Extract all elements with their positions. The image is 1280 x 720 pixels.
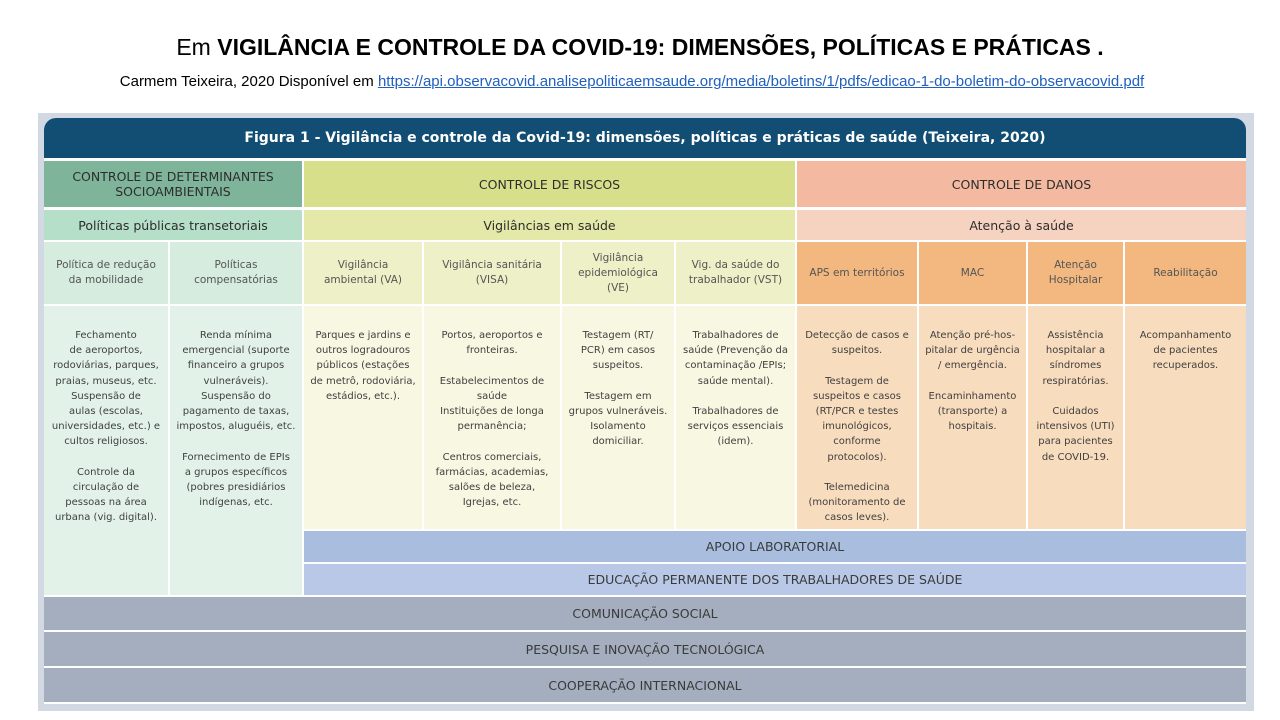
band-educacao-permanente: EDUCAÇÃO PERMANENTE DOS TRABALHADORES DE SAÚDE — [304, 564, 1246, 595]
section-determinantes: CONTROLE DE DETERMINANTES SOCIOAMBIENTAIS — [44, 161, 302, 207]
column-title: APS em territórios — [797, 242, 917, 304]
column-body: Assistência hospitalar a síndromes respiratórias. Cuidados intensivos (UTI) para pacientes de COVID-19. — [1028, 306, 1123, 529]
column-body: Testagem (RT/ PCR) em casos suspeitos. Testagem em grupos vulneráveis. Isolamento domiciliar. — [562, 306, 674, 529]
column-title: Vig. da saúde do trabalhador (VST) — [676, 242, 795, 304]
slide-title-prefix: Em — [176, 34, 218, 60]
citation — [80, 72, 1184, 92]
column-title: Política de redução da mobilidade — [44, 242, 168, 304]
column-title: Atenção Hospitalar — [1028, 242, 1123, 304]
subsection-politicas: Políticas públicas transetoriais — [44, 210, 302, 240]
column-title: Vigilância ambiental (VA) — [304, 242, 422, 304]
column-body: Fechamento de aeroportos, rodoviárias, parques, praias, museus, etc. Suspensão de aulas (escolas, universidades, etc.) e cultos religiosos. Controle da circulação de pessoas na área urbana (vig. digital). — [44, 306, 168, 595]
slide-title-bold: VIGILÂNCIA E CONTROLE DA COVID-19: DIMENSÕES, POLÍTICAS E PRÁTICAS . — [217, 34, 1104, 60]
column-title: MAC — [919, 242, 1026, 304]
band-comunicacao-social: COMUNICAÇÃO SOCIAL — [44, 597, 1246, 630]
column-body: Trabalhadores de saúde (Prevenção da contaminação /EPIs; saúde mental). Trabalhadores de serviços essenciais (idem). — [676, 306, 795, 529]
column-title: Vigilância sanitária (VISA) — [424, 242, 560, 304]
column-body: Parques e jardins e outros logradouros públicos (estações de metrô, rodoviária, estádios, etc.). — [304, 306, 422, 529]
band-pesquisa-inovacao: PESQUISA E INOVAÇÃO TECNOLÓGICA — [44, 632, 1246, 666]
column-body: Acompanhamento de pacientes recuperados. — [1125, 306, 1246, 529]
figure-1 — [44, 118, 1246, 704]
slide-title — [0, 34, 1280, 61]
column-title: Políticas compensatórias — [170, 242, 302, 304]
citation-text: Carmem Teixeira, 2020 Disponível em — [119, 73, 378, 90]
section-riscos: CONTROLE DE RISCOS — [304, 161, 795, 207]
column-body: Renda mínima emergencial (suporte financeiro a grupos vulneráveis). Suspensão do pagamento de taxas, impostos, aluguéis, etc. Fornecimento de EPIs a grupos específicos (pobres presidiários indígenas, etc. — [170, 306, 302, 595]
subsection-vigilancias: Vigilâncias em saúde — [304, 210, 795, 240]
column-title: Reabilitação — [1125, 242, 1246, 304]
subsection-atencao: Atenção à saúde — [797, 210, 1246, 240]
column-body: Portos, aeroportos e fronteiras. Estabelecimentos de saúde Instituições de longa permanência; Centros comerciais, farmácias, academias, salões de beleza, Igrejas, etc. — [424, 306, 560, 529]
citation-link[interactable]: https://api.observacovid.analisepoliticaemsaude.org/media/boletins/1/pdfs/edicao-1-do-boletim-do-observacovid.pdf — [377, 73, 1145, 90]
column-body: Detecção de casos e suspeitos. Testagem de suspeitos e casos (RT/PCR e testes imunológicos, conforme protocolos). Telemedicina (monitoramento de casos leves). — [797, 306, 917, 529]
column-title: Vigilância epidemiológica (VE) — [562, 242, 674, 304]
band-cooperacao-internacional: COOPERAÇÃO INTERNACIONAL — [44, 668, 1246, 702]
band-apoio-laboratorial: APOIO LABORATORIAL — [304, 531, 1246, 562]
column-body: Atenção pré-hos- pitalar de urgência / emergência. Encaminhamento (transporte) a hospitais. — [919, 306, 1026, 529]
section-danos: CONTROLE DE DANOS — [797, 161, 1246, 207]
figure-header: Figura 1 - Vigilância e controle da Covid-19: dimensões, políticas e práticas de saúde (Teixeira, 2020) — [44, 118, 1246, 158]
